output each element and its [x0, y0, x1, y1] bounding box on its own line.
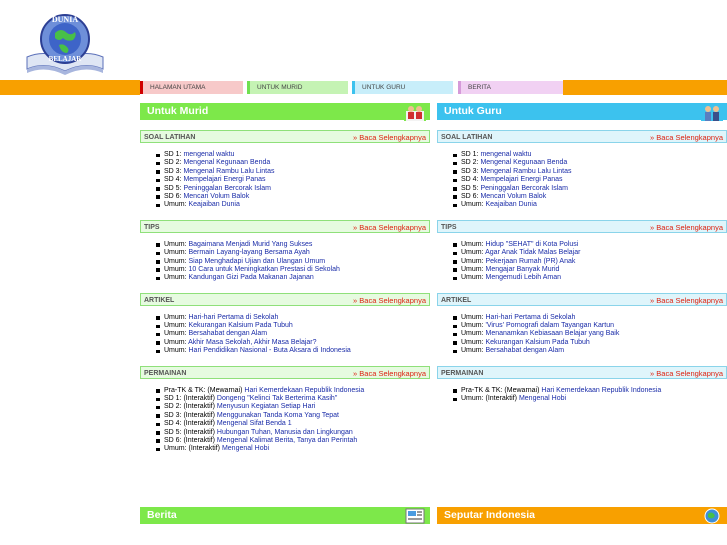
list-item — [164, 420, 430, 428]
section-header-artikel — [437, 293, 727, 306]
item-link[interactable]: Hubungan Tuhan, Manusia dan Lingkungan — [216, 428, 353, 436]
item-link[interactable]: Mencari Volum Balok — [480, 192, 547, 200]
seputar-indonesia-title: Seputar Indonesia — [444, 509, 536, 521]
section-title: ARTIKEL — [441, 296, 472, 304]
list-item — [461, 330, 727, 338]
item-category: Umum: — [461, 201, 486, 209]
item-link[interactable]: Hari-hari Pertama di Sekolah — [188, 313, 279, 321]
logo-text-bottom: BELAJAR — [48, 55, 82, 63]
berita-header — [140, 507, 430, 524]
list-item — [461, 249, 727, 257]
item-category: Umum: — [461, 322, 486, 330]
list-item — [164, 330, 430, 338]
item-category: SD 6: — [461, 192, 481, 200]
seputar-indonesia-header — [437, 507, 727, 524]
item-link[interactable]: Hidup "SEHAT" di Kota Polusi — [485, 240, 579, 248]
baca-selengkapnya-link[interactable]: » Baca Selengkapnya — [353, 368, 426, 378]
item-link[interactable]: Kekurangan Kalsium Pada Tubuh — [485, 338, 590, 346]
item-link[interactable]: Mempelajari Energi Panas — [480, 176, 563, 184]
list-item — [461, 176, 727, 184]
list-item — [164, 168, 430, 176]
list-item — [461, 387, 727, 395]
item-link[interactable]: Mengenal Kegunaan Benda — [183, 159, 271, 167]
item-link[interactable]: Pekerjaan Rumah (PR) Anak — [485, 257, 576, 265]
item-category: Pra-TK & TK: (Mewarnai) — [461, 386, 542, 394]
section-list-permainan — [437, 387, 727, 404]
section-list-permainan — [140, 387, 430, 454]
list-item — [164, 339, 430, 347]
item-category: SD 4: — [164, 176, 184, 184]
berita-title: Berita — [147, 509, 177, 521]
baca-selengkapnya-link[interactable]: » Baca Selengkapnya — [353, 133, 426, 142]
baca-selengkapnya-link[interactable]: » Baca Selengkapnya — [353, 295, 426, 305]
section-header-artikel — [140, 293, 430, 306]
item-link[interactable]: 'Virus' Pornografi dalam Tayangan Kartun — [485, 322, 614, 330]
section-list-soal-latihan — [140, 151, 430, 210]
item-category: Umum: (Interaktif) — [164, 445, 222, 453]
list-item — [461, 347, 727, 355]
item-link[interactable]: Mencari Volum Balok — [183, 192, 250, 200]
section-header-permainan — [140, 366, 430, 379]
item-category: Umum: — [164, 322, 189, 330]
item-category: Umum: — [164, 313, 189, 321]
item-link[interactable]: 10 Cara untuk Meningkatkan Prestasi di Sekolah — [188, 265, 340, 273]
list-item — [164, 387, 430, 395]
item-link[interactable]: Hari-hari Pertama di Sekolah — [485, 313, 576, 321]
baca-selengkapnya-link[interactable]: » Baca Selengkapnya — [650, 133, 723, 142]
item-category: Umum: — [461, 274, 486, 282]
list-item — [164, 159, 430, 167]
list-item — [164, 347, 430, 355]
item-link[interactable]: Mengenal Rambu Lalu Lintas — [480, 167, 572, 175]
item-category: SD 4: (Interaktif) — [164, 420, 217, 428]
list-item — [461, 185, 727, 193]
item-link[interactable]: Mengenal Hobi — [221, 445, 270, 453]
item-category: SD 6: — [164, 192, 184, 200]
item-category: SD 2: — [461, 159, 481, 167]
list-item — [164, 258, 430, 266]
list-item — [164, 274, 430, 282]
baca-selengkapnya-link[interactable]: » Baca Selengkapnya — [650, 295, 723, 305]
nav-berita[interactable]: BERITA — [458, 81, 563, 94]
section-header-tips — [140, 220, 430, 233]
section-list-tips — [437, 241, 727, 283]
list-item — [164, 176, 430, 184]
item-category: SD 3: — [164, 167, 184, 175]
list-item — [461, 193, 727, 201]
teachers-icon — [701, 103, 723, 121]
item-category: Umum: — [164, 240, 189, 248]
list-item — [164, 437, 430, 445]
nav-untuk-murid[interactable]: UNTUK MURID — [247, 81, 348, 94]
item-category: SD 3: (Interaktif) — [164, 411, 217, 419]
list-item — [164, 395, 430, 403]
list-item — [461, 168, 727, 176]
item-link[interactable]: Hari Kemerdekaan Republik Indonesia — [244, 386, 365, 394]
item-category: SD 1: (Interaktif) — [164, 395, 217, 403]
list-item — [164, 429, 430, 437]
item-category: Umum: — [164, 338, 189, 346]
globe-icon — [701, 507, 723, 525]
item-category: SD 2: (Interaktif) — [164, 403, 217, 411]
item-category: SD 6: (Interaktif) — [164, 436, 217, 444]
item-category: Umum: — [164, 257, 189, 265]
nav-untuk-guru[interactable]: UNTUK GURU — [352, 81, 453, 94]
item-link[interactable]: Keajaiban Dunia — [188, 201, 240, 209]
untuk-murid-title: Untuk Murid — [147, 105, 209, 117]
list-item — [461, 339, 727, 347]
item-category: Umum: — [461, 313, 486, 321]
item-category: SD 5: — [164, 184, 184, 192]
section-title: TIPS — [144, 223, 160, 231]
item-link[interactable]: Mengenal Hobi — [518, 395, 567, 403]
baca-selengkapnya-link[interactable]: » Baca Selengkapnya — [650, 222, 723, 232]
item-link[interactable]: Mengenal Rambu Lalu Lintas — [183, 167, 275, 175]
item-category: Umum: — [164, 265, 189, 273]
item-link[interactable]: Agar Anak Tidak Malas Belajar — [485, 249, 581, 257]
section-header-permainan — [437, 366, 727, 379]
list-item — [164, 193, 430, 201]
item-link[interactable]: Hari Kemerdekaan Republik Indonesia — [541, 386, 662, 394]
list-item — [164, 403, 430, 411]
item-link[interactable]: Bermain Layang-layang Bersama Ayah — [188, 249, 310, 257]
item-link[interactable]: Peninggalan Bercorak Islam — [183, 184, 272, 192]
untuk-murid-header — [140, 103, 430, 120]
list-item — [461, 266, 727, 274]
item-link[interactable]: Hari Pendidikan Nasional - Buta Aksara di Indonesia — [188, 347, 351, 355]
list-item — [164, 322, 430, 330]
list-item — [164, 266, 430, 274]
item-link[interactable]: Mengajar Banyak Murid — [485, 265, 560, 273]
baca-selengkapnya-link[interactable]: » Baca Selengkapnya — [650, 368, 723, 378]
students-icon — [404, 103, 426, 121]
untuk-murid-column — [140, 103, 430, 454]
item-category: SD 3: — [461, 167, 481, 175]
list-item — [164, 412, 430, 420]
item-link[interactable]: Mengenal Kegunaan Benda — [480, 159, 568, 167]
item-category: SD 1: — [164, 151, 184, 158]
item-link[interactable]: Bersahabat dengan Alam — [188, 330, 268, 338]
item-category: Umum: — [461, 330, 486, 338]
untuk-guru-column — [437, 103, 727, 403]
item-category: Umum: — [461, 265, 486, 273]
section-header-soal-latihan — [140, 130, 430, 143]
item-link[interactable]: Peninggalan Bercorak Islam — [480, 184, 569, 192]
section-header-tips — [437, 220, 727, 233]
list-item — [164, 151, 430, 159]
item-link[interactable]: Kandungan Gizi Pada Makanan Jajanan — [188, 274, 314, 282]
list-item — [164, 445, 430, 453]
untuk-guru-header — [437, 103, 727, 120]
item-category: Umum: — [461, 347, 486, 355]
list-item — [164, 249, 430, 257]
item-category: Umum: — [164, 274, 189, 282]
item-category: Umum: — [461, 257, 486, 265]
section-header-soal-latihan — [437, 130, 727, 143]
item-category: Umum: (Interaktif) — [461, 395, 519, 403]
item-link[interactable]: Bersahabat dengan Alam — [485, 347, 565, 355]
dunia-belajar-logo[interactable] — [25, 3, 105, 81]
item-link[interactable]: Mengenal Kalimat Berita, Tanya dan Perintah — [216, 436, 358, 444]
list-item — [461, 159, 727, 167]
list-item — [461, 258, 727, 266]
untuk-guru-title: Untuk Guru — [444, 105, 502, 117]
item-category: Umum: — [164, 347, 189, 355]
list-item — [461, 322, 727, 330]
list-item — [164, 314, 430, 322]
item-category: Pra-TK & TK: (Mewarnai) — [164, 386, 245, 394]
item-link[interactable]: Keajaiban Dunia — [485, 201, 537, 209]
section-list-tips — [140, 241, 430, 283]
item-link[interactable]: Menyusun Kegiatan Setiap Hari — [216, 403, 316, 411]
item-link[interactable]: Menggunakan Tanda Koma Yang Tepat — [216, 411, 339, 419]
item-category: Umum: — [461, 338, 486, 346]
section-title: SOAL LATIHAN — [144, 134, 196, 141]
section-title: PERMAINAN — [144, 369, 187, 377]
item-link[interactable]: Akhir Masa Sekolah, Akhir Masa Belajar? — [188, 338, 317, 346]
section-title: TIPS — [441, 223, 457, 231]
list-item — [461, 314, 727, 322]
section-title: ARTIKEL — [144, 296, 175, 304]
logo-text-top: DUNIA — [51, 15, 79, 24]
item-category: Umum: — [164, 201, 189, 209]
nav-bar — [140, 80, 563, 95]
section-list-artikel — [437, 314, 727, 356]
item-category: Umum: — [461, 240, 486, 248]
list-item — [164, 185, 430, 193]
item-category: Umum: — [164, 249, 189, 257]
item-category: SD 5: (Interaktif) — [164, 428, 217, 436]
list-item — [461, 151, 727, 159]
section-title: PERMAINAN — [441, 369, 484, 377]
item-link[interactable]: Mempelajari Energi Panas — [183, 176, 266, 184]
item-link[interactable]: Siap Menghadapi Ujian dan Ulangan Umum — [188, 257, 326, 265]
item-link[interactable]: Mengemudi Lebih Aman — [485, 274, 561, 282]
list-item — [461, 274, 727, 282]
list-item — [461, 201, 727, 209]
baca-selengkapnya-link[interactable]: » Baca Selengkapnya — [353, 222, 426, 232]
list-item — [461, 395, 727, 403]
item-link[interactable]: Menanamkan Kebiasaan Belajar yang Baik — [485, 330, 620, 338]
item-category: SD 5: — [461, 184, 481, 192]
section-title: SOAL LATIHAN — [441, 134, 493, 141]
item-link[interactable]: Kekurangan Kalsium Pada Tubuh — [188, 322, 293, 330]
item-category: Umum: — [461, 249, 486, 257]
section-list-soal-latihan — [437, 151, 727, 210]
item-link[interactable]: mengenal waktu — [480, 151, 532, 158]
section-list-artikel — [140, 314, 430, 356]
item-link[interactable]: mengenal waktu — [183, 151, 235, 158]
item-category: SD 1: — [461, 151, 481, 158]
item-category: SD 4: — [461, 176, 481, 184]
list-item — [164, 201, 430, 209]
item-category: SD 2: — [164, 159, 184, 167]
item-link[interactable]: Dongeng "Kelinci Tak Berterima Kasih" — [216, 395, 338, 403]
news-icon — [404, 507, 426, 525]
item-link[interactable]: Mengenal Sifat Benda 1 — [216, 420, 292, 428]
list-item — [461, 241, 727, 249]
item-category: Umum: — [164, 330, 189, 338]
item-link[interactable]: Bagaimana Menjadi Murid Yang Sukses — [188, 240, 313, 248]
nav-halaman-utama[interactable]: HALAMAN UTAMA — [140, 81, 243, 94]
list-item — [164, 241, 430, 249]
